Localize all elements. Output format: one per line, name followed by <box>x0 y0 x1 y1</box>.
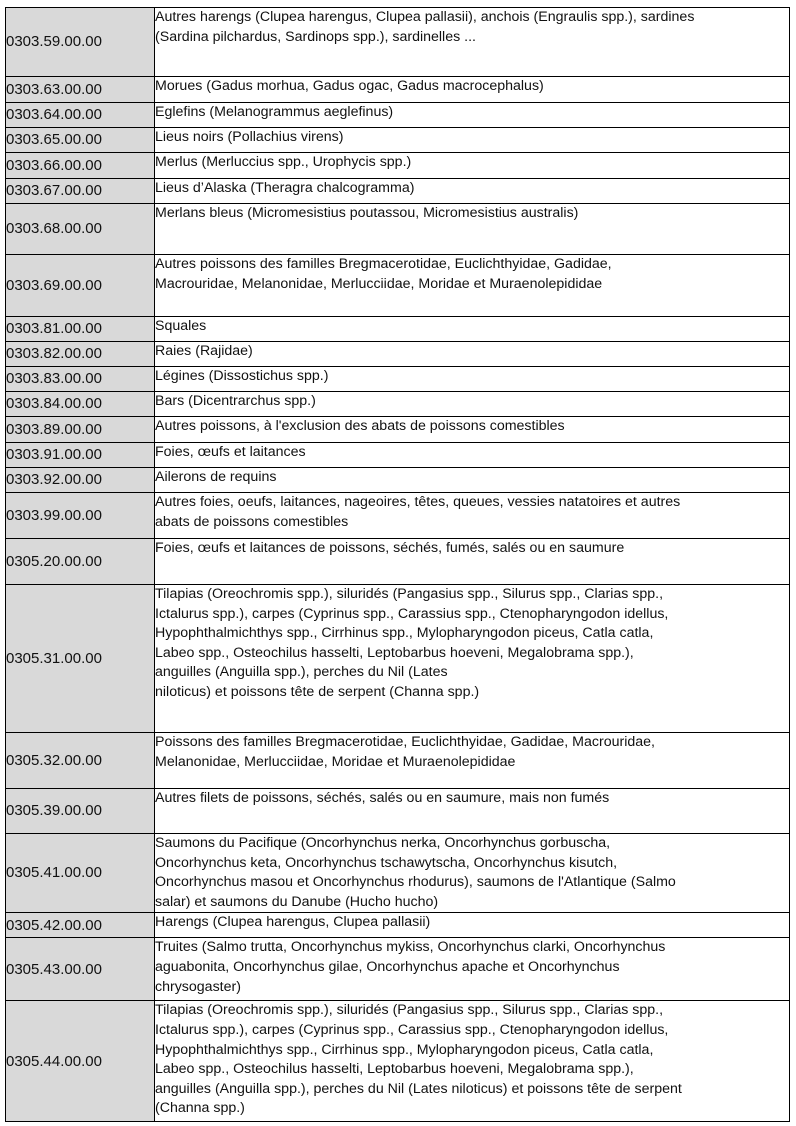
product-description: Raies (Rajidae) <box>155 342 790 367</box>
tariff-code: 0305.44.00.00 <box>6 1001 155 1122</box>
tariff-code: 0305.41.00.00 <box>6 834 155 913</box>
product-description: Autres harengs (Clupea harengus, Clupea pallasii), anchois (Engraulis spp.), sardines (Sardina pilchardus, Sardinops spp.), sardinelles ... <box>155 8 790 77</box>
table-row <box>6 317 790 342</box>
tariff-code: 0303.92.00.00 <box>6 468 155 493</box>
table-row <box>6 77 790 103</box>
tariff-code: 0305.20.00.00 <box>6 539 155 585</box>
product-description: Foies, œufs et laitances de poissons, séchés, fumés, salés ou en saumure <box>155 539 790 585</box>
product-description: Autres filets de poissons, séchés, salés ou en saumure, mais non fumés <box>155 789 790 834</box>
tariff-code: 0303.91.00.00 <box>6 443 155 468</box>
tariff-table <box>5 7 790 1122</box>
tariff-code: 0303.82.00.00 <box>6 342 155 367</box>
product-description: Autres foies, oeufs, laitances, nageoires, têtes, queues, vessies natatoires et autres abats de poissons comestibles <box>155 493 790 539</box>
tariff-code: 0303.64.00.00 <box>6 103 155 128</box>
tariff-code: 0303.84.00.00 <box>6 392 155 417</box>
product-description: Tilapias (Oreochromis spp.), siluridés (Pangasius spp., Silurus spp., Clarias spp., Ictalurus spp.), carpes (Cyprinus spp., Carassius spp., Ctenopharyngodon idellus, Hypophthalmichthys spp., Cirrhinus spp., Mylopharyngodon piceus, Catla catla, Labeo spp., Osteochilus hasselti, Leptobarbus hoeveni, Megalobrama spp.), anguilles (Anguilla spp.), perches du Nil (Lates niloticus) et poissons tête de serpent (Channa spp.) <box>155 585 790 733</box>
table-row <box>6 585 790 733</box>
table-row <box>6 255 790 317</box>
table-row <box>6 443 790 468</box>
tariff-code: 0303.59.00.00 <box>6 8 155 77</box>
product-description: Morues (Gadus morhua, Gadus ogac, Gadus macrocephalus) <box>155 77 790 103</box>
tariff-code: 0303.67.00.00 <box>6 179 155 204</box>
product-description: Eglefins (Melanogrammus aeglefinus) <box>155 103 790 128</box>
table-row <box>6 179 790 204</box>
tariff-code: 0305.43.00.00 <box>6 938 155 1001</box>
tariff-code: 0303.99.00.00 <box>6 493 155 539</box>
table-row <box>6 493 790 539</box>
tariff-code: 0303.66.00.00 <box>6 153 155 179</box>
table-row <box>6 733 790 789</box>
tariff-code: 0303.83.00.00 <box>6 367 155 392</box>
table-row <box>6 789 790 834</box>
tariff-code: 0303.63.00.00 <box>6 77 155 103</box>
tariff-code: 0303.81.00.00 <box>6 317 155 342</box>
product-description: Lieus d’Alaska (Theragra chalcogramma) <box>155 179 790 204</box>
table-row <box>6 204 790 255</box>
product-description: Merlans bleus (Micromesistius poutassou, Micromesistius australis) <box>155 204 790 255</box>
tariff-code: 0303.69.00.00 <box>6 255 155 317</box>
product-description: Autres poissons, à l'exclusion des abats de poissons comestibles <box>155 417 790 443</box>
product-description: Truites (Salmo trutta, Oncorhynchus mykiss, Oncorhynchus clarki, Oncorhynchus aguabonita, Oncorhynchus gilae, Oncorhynchus apache et Oncorhynchus chrysogaster) <box>155 938 790 1001</box>
tariff-code: 0303.65.00.00 <box>6 128 155 153</box>
table-row <box>6 8 790 77</box>
product-description: Harengs (Clupea harengus, Clupea pallasii) <box>155 913 790 938</box>
tariff-code: 0305.32.00.00 <box>6 733 155 789</box>
table-row <box>6 103 790 128</box>
tariff-code: 0303.89.00.00 <box>6 417 155 443</box>
product-description: Saumons du Pacifique (Oncorhynchus nerka, Oncorhynchus gorbuscha, Oncorhynchus keta, Oncorhynchus tschawytscha, Oncorhynchus kisutch, Oncorhynchus masou et Oncorhynchus rhodurus), saumons de l'Atlantique (Salmo salar) et saumons du Danube (Hucho hucho) <box>155 834 790 913</box>
product-description: Autres poissons des familles Bregmacerotidae, Euclichthyidae, Gadidae, Macrouridae, Melanonidae, Merlucciidae, Moridae et Muraenolepididae <box>155 255 790 317</box>
table-row <box>6 1001 790 1122</box>
table-row <box>6 392 790 417</box>
product-description: Légines (Dissostichus spp.) <box>155 367 790 392</box>
tariff-code: 0303.68.00.00 <box>6 204 155 255</box>
table-row <box>6 938 790 1001</box>
product-description: Ailerons de requins <box>155 468 790 493</box>
table-row <box>6 468 790 493</box>
product-description: Poissons des familles Bregmacerotidae, Euclichthyidae, Gadidae, Macrouridae, Melanonidae, Merlucciidae, Moridae et Muraenolepididae <box>155 733 790 789</box>
table-row <box>6 539 790 585</box>
tariff-code: 0305.39.00.00 <box>6 789 155 834</box>
tariff-table-body <box>6 8 790 1122</box>
tariff-code: 0305.42.00.00 <box>6 913 155 938</box>
product-description: Merlus (Merluccius spp., Urophycis spp.) <box>155 153 790 179</box>
product-description: Bars (Dicentrarchus spp.) <box>155 392 790 417</box>
table-row <box>6 367 790 392</box>
table-row <box>6 342 790 367</box>
product-description: Lieus noirs (Pollachius virens) <box>155 128 790 153</box>
product-description: Tilapias (Oreochromis spp.), siluridés (Pangasius spp., Silurus spp., Clarias spp., Ictalurus spp.), carpes (Cyprinus spp., Carassius spp., Ctenopharyngodon idellus, Hypophthalmichthys spp., Cirrhinus spp., Mylopharyngodon piceus, Catla catla, Labeo spp., Osteochilus hasselti, Leptobarbus hoeveni, Megalobrama spp.), anguilles (Anguilla spp.), perches du Nil (Lates niloticus) et poissons tête de serpent (Channa spp.) <box>155 1001 790 1122</box>
table-row <box>6 128 790 153</box>
table-row <box>6 834 790 913</box>
product-description: Foies, œufs et laitances <box>155 443 790 468</box>
product-description: Squales <box>155 317 790 342</box>
table-row <box>6 153 790 179</box>
table-row <box>6 417 790 443</box>
tariff-code: 0305.31.00.00 <box>6 585 155 733</box>
table-row <box>6 913 790 938</box>
